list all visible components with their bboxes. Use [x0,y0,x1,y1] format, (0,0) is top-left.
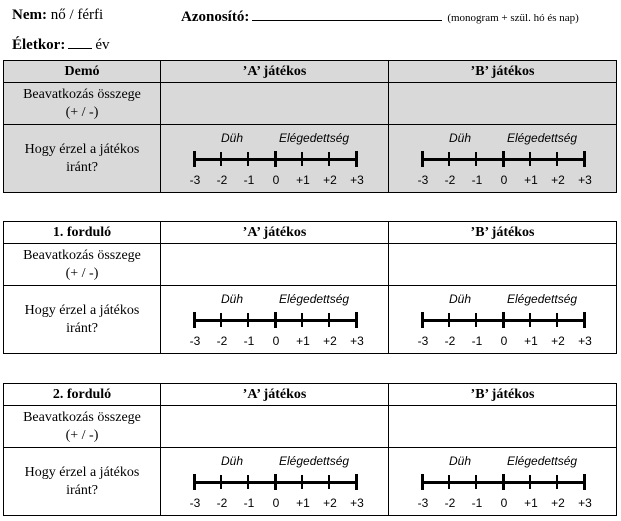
round0-a-scale-tick[interactable] [355,151,358,167]
round1-a-scale-tick[interactable] [355,312,358,328]
round0-a-scale-tick[interactable] [193,151,196,167]
round1-b-scale-right-word: Elégedettség [507,292,578,306]
feeling-scale-a[interactable] [161,286,389,354]
round2-b-scale[interactable] [389,448,615,516]
round1-a-scale-tick[interactable] [274,312,277,328]
round0-a-scale-right-word: Elégedettség [279,131,350,145]
round1-a-scale-number: +1 [296,334,310,348]
round2-a-scale[interactable] [161,448,387,516]
round0-b-scale-number: +2 [551,173,565,187]
amount-input-a[interactable] [161,244,389,286]
round2-b-scale-number: -1 [471,496,483,510]
round2-a-scale-number: -1 [243,496,255,510]
age-field[interactable] [12,35,110,54]
round1-b-scale-tick[interactable] [556,313,558,327]
round1-b-scale-number: -2 [444,334,456,348]
round-table [3,383,617,516]
round2-b-scale-tick[interactable] [448,475,450,489]
round1-b-scale-tick[interactable] [529,313,531,327]
round1-b-scale-number: +1 [524,334,538,348]
column-a-header: ’A’ játékos [161,61,389,83]
round0-a-scale-tick[interactable] [301,152,303,166]
round0-b-scale[interactable] [389,125,615,193]
round1-b-scale[interactable] [389,286,615,354]
round1-a-scale-number: +2 [323,334,337,348]
round0-b-scale-tick[interactable] [529,152,531,166]
round1-a-scale-tick[interactable] [220,313,222,327]
round2-a-scale-tick[interactable] [193,474,196,490]
round1-a-scale-number: +3 [350,334,364,348]
round1-a-scale-tick[interactable] [247,313,249,327]
round0-b-scale-number: +1 [524,173,538,187]
round1-b-scale-left-word: Düh [449,292,472,306]
round0-b-scale-tick[interactable] [421,151,424,167]
round0-a-scale-tick[interactable] [274,151,277,167]
round2-b-scale-number: +1 [524,496,538,510]
gender-options: nő / férfi [50,7,104,23]
round1-b-scale-tick[interactable] [448,313,450,327]
row-label-feeling-line1: Hogy érzel a játékos [24,141,140,157]
age-unit: év [95,37,110,53]
round0-a-scale-tick[interactable] [220,152,222,166]
round-table-2 [3,221,616,354]
round1-a-scale-number: -3 [189,334,201,348]
feeling-scale-b[interactable] [389,448,617,516]
round1-b-scale-number: +2 [551,334,565,348]
round-title: 2. forduló [4,384,161,406]
round2-b-scale-tick[interactable] [502,474,505,490]
column-b-header: ’B’ játékos [389,222,617,244]
round2-a-scale-tick[interactable] [328,475,330,489]
round2-a-scale-tick[interactable] [220,475,222,489]
round2-a-scale-number: +3 [350,496,364,510]
id-note: (monogram + szül. hó és nap) [447,12,579,24]
row-label-amount-line1: Beavatkozás összege [23,247,141,263]
round2-a-scale-number: 0 [272,496,280,510]
round1-b-scale-number: +3 [578,334,592,348]
round1-a-scale-number: 0 [272,334,280,348]
round1-b-scale-number: -3 [417,334,429,348]
round0-b-scale-number: -1 [471,173,483,187]
column-a-header: ’A’ játékos [161,384,389,406]
round0-b-scale-number: -3 [417,173,429,187]
round-table [3,221,617,354]
gender-label: Nem: [12,7,47,23]
round2-a-scale-number: -3 [189,496,201,510]
round2-a-scale-right-word: Elégedettség [279,454,350,468]
row-label-feeling-line2: iránt? [66,320,98,336]
round0-b-scale-tick[interactable] [502,151,505,167]
round0-a-scale-number: -1 [243,173,255,187]
amount-input-b[interactable] [389,83,617,125]
round0-a-scale-number: +2 [323,173,337,187]
amount-input-b[interactable] [389,244,617,286]
row-label-feeling-line1: Hogy érzel a játékos [24,302,140,318]
row-label-feeling-line2: iránt? [66,482,98,498]
round1-a-scale-number: -2 [216,334,228,348]
column-b-header: ’B’ játékos [389,384,617,406]
row-label-amount [4,406,161,448]
round1-a-scale-tick[interactable] [193,312,196,328]
round2-b-scale-left-word: Düh [449,454,472,468]
round1-a-scale-tick[interactable] [328,313,330,327]
round0-a-scale-number: +1 [296,173,310,187]
age-blank[interactable] [68,35,92,49]
column-b-header: ’B’ játékos [389,61,617,83]
row-label-amount [4,83,161,125]
round2-b-scale-number: -3 [417,496,429,510]
round0-b-scale-tick[interactable] [556,152,558,166]
id-blank[interactable] [252,7,442,21]
round2-b-scale-number: +2 [551,496,565,510]
column-a-header: ’A’ játékos [161,222,389,244]
round2-a-scale-number: +2 [323,496,337,510]
round2-b-scale-tick[interactable] [475,475,477,489]
feeling-scale-b[interactable] [389,125,617,193]
round1-a-scale-right-word: Elégedettség [279,292,350,306]
round0-b-scale-number: 0 [500,173,508,187]
id-field[interactable] [181,7,579,26]
round1-a-scale-left-word: Düh [221,292,244,306]
round2-b-scale-tick[interactable] [529,475,531,489]
round0-a-scale-number: -3 [189,173,201,187]
id-label: Azonosító: [181,9,250,25]
row-label-amount-line2: (+ / -) [65,104,99,120]
round0-a-scale-number: +3 [350,173,364,187]
round0-b-scale-right-word: Elégedettség [507,131,578,145]
round2-b-scale-right-word: Elégedettség [507,454,578,468]
round1-b-scale-tick[interactable] [421,312,424,328]
round1-b-scale-tick[interactable] [475,313,477,327]
round0-b-scale-tick[interactable] [583,151,586,167]
round-table [3,60,617,193]
round2-a-scale-number: -2 [216,496,228,510]
round2-b-scale-number: +3 [578,496,592,510]
round2-b-scale-tick[interactable] [421,474,424,490]
round0-a-scale[interactable] [161,125,387,193]
round0-a-scale-number: 0 [272,173,280,187]
round0-b-scale-tick[interactable] [448,152,450,166]
gender-field[interactable] [12,7,103,24]
round0-b-scale-number: +3 [578,173,592,187]
round2-a-scale-tick[interactable] [301,475,303,489]
round-title: Demó [4,61,161,83]
row-label-amount-line1: Beavatkozás összege [23,86,141,102]
round-title: 1. forduló [4,222,161,244]
feeling-scale-b[interactable] [389,286,617,354]
round2-a-scale-tick[interactable] [274,474,277,490]
feeling-scale-a[interactable] [161,448,389,516]
round1-a-scale[interactable] [161,286,387,354]
amount-input-b[interactable] [389,406,617,448]
amount-input-a[interactable] [161,406,389,448]
row-label-feeling [4,448,161,516]
age-label: Életkor: [12,37,66,53]
round0-b-scale-number: -2 [444,173,456,187]
round0-a-scale-tick[interactable] [247,152,249,166]
round1-b-scale-tick[interactable] [502,312,505,328]
round0-b-scale-tick[interactable] [475,152,477,166]
feeling-scale-a[interactable] [161,125,389,193]
round2-b-scale-number: -2 [444,496,456,510]
round2-b-scale-number: 0 [500,496,508,510]
row-label-feeling-line1: Hogy érzel a játékos [24,464,140,480]
round0-b-scale-left-word: Düh [449,131,472,145]
round2-b-scale-tick[interactable] [556,475,558,489]
row-label-amount-line2: (+ / -) [65,427,99,443]
round2-b-scale-tick[interactable] [583,474,586,490]
row-label-feeling [4,286,161,354]
round2-a-scale-tick[interactable] [247,475,249,489]
row-label-amount [4,244,161,286]
round1-b-scale-number: 0 [500,334,508,348]
row-label-amount-line1: Beavatkozás összege [23,409,141,425]
round1-a-scale-number: -1 [243,334,255,348]
round-table-1 [3,60,616,193]
round-table-3 [3,383,616,516]
round0-a-scale-left-word: Düh [221,131,244,145]
row-label-amount-line2: (+ / -) [65,265,99,281]
round2-a-scale-number: +1 [296,496,310,510]
row-label-feeling-line2: iránt? [66,159,98,175]
amount-input-a[interactable] [161,83,389,125]
round1-a-scale-tick[interactable] [301,313,303,327]
round0-a-scale-number: -2 [216,173,228,187]
round1-b-scale-tick[interactable] [583,312,586,328]
row-label-feeling [4,125,161,193]
round1-b-scale-number: -1 [471,334,483,348]
round2-a-scale-left-word: Düh [221,454,244,468]
round0-a-scale-tick[interactable] [328,152,330,166]
round2-a-scale-tick[interactable] [355,474,358,490]
